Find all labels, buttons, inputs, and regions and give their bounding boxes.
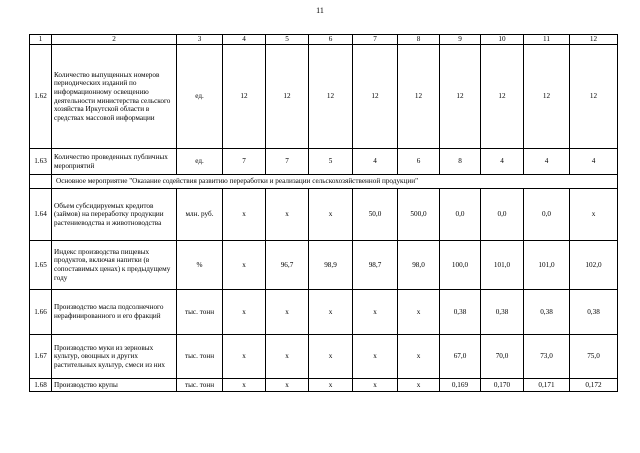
value-cell: 102,0 bbox=[570, 241, 618, 290]
indicator-name: Индекс производства пищевых продуктов, включая напитки (в сопоставимых ценах) к предыдущему году bbox=[52, 241, 177, 290]
value-cell: 100,0 bbox=[440, 241, 481, 290]
value-cell: 0,38 bbox=[440, 290, 481, 335]
value-cell: 98,0 bbox=[398, 241, 440, 290]
value-cell: 12 bbox=[353, 45, 398, 149]
column-number: 10 bbox=[481, 35, 524, 45]
value-cell: х bbox=[223, 335, 266, 379]
column-number: 4 bbox=[223, 35, 266, 45]
value-cell: 12 bbox=[223, 45, 266, 149]
value-cell: 101,0 bbox=[524, 241, 570, 290]
value-cell: 0,169 bbox=[440, 379, 481, 392]
value-cell: х bbox=[353, 335, 398, 379]
unit: млн. руб. bbox=[177, 189, 223, 241]
value-cell: х bbox=[398, 290, 440, 335]
value-cell: 0,0 bbox=[481, 189, 524, 241]
value-cell: х bbox=[309, 189, 353, 241]
row-code: 1.68 bbox=[30, 379, 52, 392]
row-code: 1.64 bbox=[30, 189, 52, 241]
value-cell: 12 bbox=[570, 45, 618, 149]
indicator-name: Количество выпущенных номеров периодических изданий по информационному освещению деятельности министерства сельского хозяйства Иркутской области в средствах массовой информации bbox=[52, 45, 177, 149]
column-number: 8 bbox=[398, 35, 440, 45]
value-cell: 0,0 bbox=[524, 189, 570, 241]
column-number: 9 bbox=[440, 35, 481, 45]
value-cell: 12 bbox=[440, 45, 481, 149]
value-cell: 12 bbox=[481, 45, 524, 149]
unit: тыс. тонн bbox=[177, 335, 223, 379]
value-cell: 4 bbox=[570, 149, 618, 175]
value-cell: х bbox=[309, 290, 353, 335]
row-code: 1.66 bbox=[30, 290, 52, 335]
value-cell: х bbox=[266, 189, 309, 241]
unit: % bbox=[177, 241, 223, 290]
value-cell: 5 bbox=[309, 149, 353, 175]
value-cell: х bbox=[223, 241, 266, 290]
indicator-name: Производство масла подсолнечного нерафинированного и его фракций bbox=[52, 290, 177, 335]
value-cell: 50,0 bbox=[353, 189, 398, 241]
value-cell: 98,7 bbox=[353, 241, 398, 290]
column-number: 6 bbox=[309, 35, 353, 45]
indicators-table bbox=[29, 34, 618, 392]
table-row bbox=[30, 241, 618, 290]
table-row bbox=[30, 290, 618, 335]
indicator-name: Производство муки из зерновых культур, овощных и других растительных культур, смеси из них bbox=[52, 335, 177, 379]
table-row bbox=[30, 149, 618, 175]
unit: ед. bbox=[177, 45, 223, 149]
page-number: 11 bbox=[316, 6, 324, 15]
indicator-name: Производство крупы bbox=[52, 379, 177, 392]
column-number: 2 bbox=[52, 35, 177, 45]
table-row bbox=[30, 45, 618, 149]
row-code: 1.62 bbox=[30, 45, 52, 149]
value-cell: 0,0 bbox=[440, 189, 481, 241]
value-cell: х bbox=[266, 379, 309, 392]
value-cell: х bbox=[223, 189, 266, 241]
value-cell: 4 bbox=[524, 149, 570, 175]
value-cell: 6 bbox=[398, 149, 440, 175]
value-cell: 0,38 bbox=[524, 290, 570, 335]
value-cell: х bbox=[309, 379, 353, 392]
value-cell: 0,171 bbox=[524, 379, 570, 392]
value-cell: 4 bbox=[481, 149, 524, 175]
value-cell: х bbox=[398, 335, 440, 379]
row-code: 1.67 bbox=[30, 335, 52, 379]
column-number: 5 bbox=[266, 35, 309, 45]
value-cell: 12 bbox=[524, 45, 570, 149]
unit: тыс. тонн bbox=[177, 290, 223, 335]
section-row bbox=[30, 175, 618, 189]
value-cell: 8 bbox=[440, 149, 481, 175]
value-cell: 7 bbox=[266, 149, 309, 175]
value-cell: 4 bbox=[353, 149, 398, 175]
row-code: 1.63 bbox=[30, 149, 52, 175]
value-cell: 12 bbox=[266, 45, 309, 149]
value-cell: 7 bbox=[223, 149, 266, 175]
value-cell: х bbox=[570, 189, 618, 241]
value-cell: 101,0 bbox=[481, 241, 524, 290]
value-cell: 0,172 bbox=[570, 379, 618, 392]
table-row bbox=[30, 189, 618, 241]
value-cell: 96,7 bbox=[266, 241, 309, 290]
table-row bbox=[30, 379, 618, 392]
value-cell: 12 bbox=[309, 45, 353, 149]
column-number: 11 bbox=[524, 35, 570, 45]
row-code: 1.65 bbox=[30, 241, 52, 290]
value-cell: 67,0 bbox=[440, 335, 481, 379]
column-number: 12 bbox=[570, 35, 618, 45]
value-cell: х bbox=[266, 335, 309, 379]
value-cell: 0,170 bbox=[481, 379, 524, 392]
value-cell: х bbox=[223, 290, 266, 335]
indicator-name: Количество проведенных публичных мероприятий bbox=[52, 149, 177, 175]
value-cell: 0,38 bbox=[570, 290, 618, 335]
value-cell: х bbox=[266, 290, 309, 335]
value-cell: 98,9 bbox=[309, 241, 353, 290]
column-number: 1 bbox=[30, 35, 52, 45]
value-cell: 75,0 bbox=[570, 335, 618, 379]
unit: ед. bbox=[177, 149, 223, 175]
value-cell: 12 bbox=[398, 45, 440, 149]
value-cell: 500,0 bbox=[398, 189, 440, 241]
table-row bbox=[30, 335, 618, 379]
section-title: Основное мероприятие "Оказание содействия развитию переработки и реализации сельскохозяйственной продукции" bbox=[52, 175, 618, 189]
unit: тыс. тонн bbox=[177, 379, 223, 392]
indicator-name: Объем субсидируемых кредитов (займов) на переработку продукции растениеводства и животноводства bbox=[52, 189, 177, 241]
value-cell: 0,38 bbox=[481, 290, 524, 335]
value-cell: х bbox=[309, 335, 353, 379]
value-cell: х bbox=[223, 379, 266, 392]
value-cell: х bbox=[398, 379, 440, 392]
column-number-row bbox=[30, 35, 618, 45]
value-cell: х bbox=[353, 290, 398, 335]
value-cell: х bbox=[353, 379, 398, 392]
value-cell: 70,0 bbox=[481, 335, 524, 379]
column-number: 3 bbox=[177, 35, 223, 45]
value-cell: 73,0 bbox=[524, 335, 570, 379]
column-number: 7 bbox=[353, 35, 398, 45]
